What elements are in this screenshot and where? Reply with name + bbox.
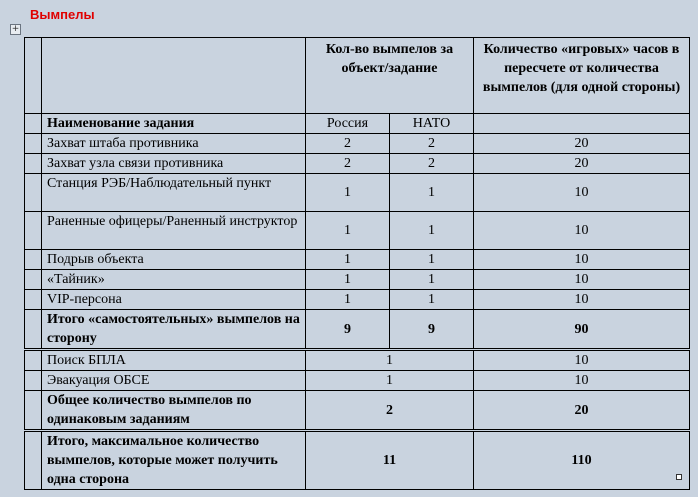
task-name: «Тайник» [42,270,306,290]
russia-value: 1 [306,270,390,290]
russia-value: 1 [306,212,390,250]
task-name: Станция РЭБ/Наблюдательный пункт [42,174,306,212]
shared-row [25,350,690,371]
header-hours: Количество «игровых» часов в пересчете от количества вымпелов (для одной стороны) [474,38,690,114]
table-row [25,290,690,310]
nato-value: 1 [390,250,474,270]
row-marker-cell [25,212,42,250]
subtotal-label: Итого «самостоятельных» вымпелов на сторону [42,310,306,350]
shared-row [25,371,690,391]
row-marker-cell [25,174,42,212]
shared-value: 1 [306,350,474,371]
hours-value: 10 [474,212,690,250]
table-row [25,174,690,212]
header-nato: НАТО [390,114,474,134]
hours-value: 10 [474,174,690,212]
subtotal-row [25,310,690,350]
row-marker-cell [25,431,42,490]
header-pennants: Кол-во вымпелов за объект/задание [306,38,474,114]
hours-value: 10 [474,290,690,310]
subheader-row [25,114,690,134]
grand-total-value: 11 [306,431,474,490]
table-move-handle-icon[interactable]: + [11,24,20,34]
table-row [25,154,690,174]
table-row [25,250,690,270]
nato-value: 2 [390,154,474,174]
hours-value: 20 [474,154,690,174]
subtotal-russia: 9 [306,310,390,350]
shared-total-row [25,391,690,431]
russia-value: 1 [306,290,390,310]
nato-value: 1 [390,270,474,290]
nato-value: 1 [390,212,474,250]
task-name: Захват штаба противника [42,134,306,154]
grand-total-hours: 110 [474,431,690,490]
task-name: Захват узла связи противника [42,154,306,174]
header-row [25,38,690,114]
hours-value: 10 [474,371,690,391]
russia-value: 2 [306,134,390,154]
header-russia: Россия [306,114,390,134]
shared-total-label: Общее количество вымпелов по одинаковым заданиям [42,391,306,431]
shared-value: 1 [306,371,474,391]
russia-value: 1 [306,174,390,212]
shared-total-hours: 20 [474,391,690,431]
subtotal-hours: 90 [474,310,690,350]
row-marker-cell [25,290,42,310]
task-name: Поиск БПЛА [42,350,306,371]
row-marker-cell [25,250,42,270]
table-row [25,270,690,290]
task-name: VIP-персона [42,290,306,310]
page-title: Вымпелы [30,7,95,22]
grand-total-row [25,431,690,490]
row-marker-cell [25,350,42,371]
russia-value: 1 [306,250,390,270]
nato-value: 2 [390,134,474,154]
hours-value: 10 [474,350,690,371]
nato-value: 1 [390,290,474,310]
header-task-name: Наименование задания [42,114,306,134]
row-marker-cell [25,391,42,431]
row-marker-cell [25,134,42,154]
hours-value: 20 [474,134,690,154]
header-hours-empty [474,114,690,134]
nato-value: 1 [390,174,474,212]
task-name: Эвакуация ОБСЕ [42,371,306,391]
russia-value: 2 [306,154,390,174]
table-row [25,134,690,154]
task-name: Подрыв объекта [42,250,306,270]
pennants-table [24,37,690,490]
shared-total-value: 2 [306,391,474,431]
row-marker-cell [25,38,42,114]
row-marker-cell [25,310,42,350]
table-resize-handle[interactable] [676,474,682,480]
grand-total-label: Итого, максимальное количество вымпелов, которые может получить одна сторона [42,431,306,490]
task-name: Раненные офицеры/Раненный инструктор [42,212,306,250]
row-marker-cell [25,114,42,134]
row-marker-cell [25,270,42,290]
header-empty-cell [42,38,306,114]
row-marker-cell [25,154,42,174]
table-row [25,212,690,250]
hours-value: 10 [474,270,690,290]
row-marker-cell [25,371,42,391]
subtotal-nato: 9 [390,310,474,350]
hours-value: 10 [474,250,690,270]
